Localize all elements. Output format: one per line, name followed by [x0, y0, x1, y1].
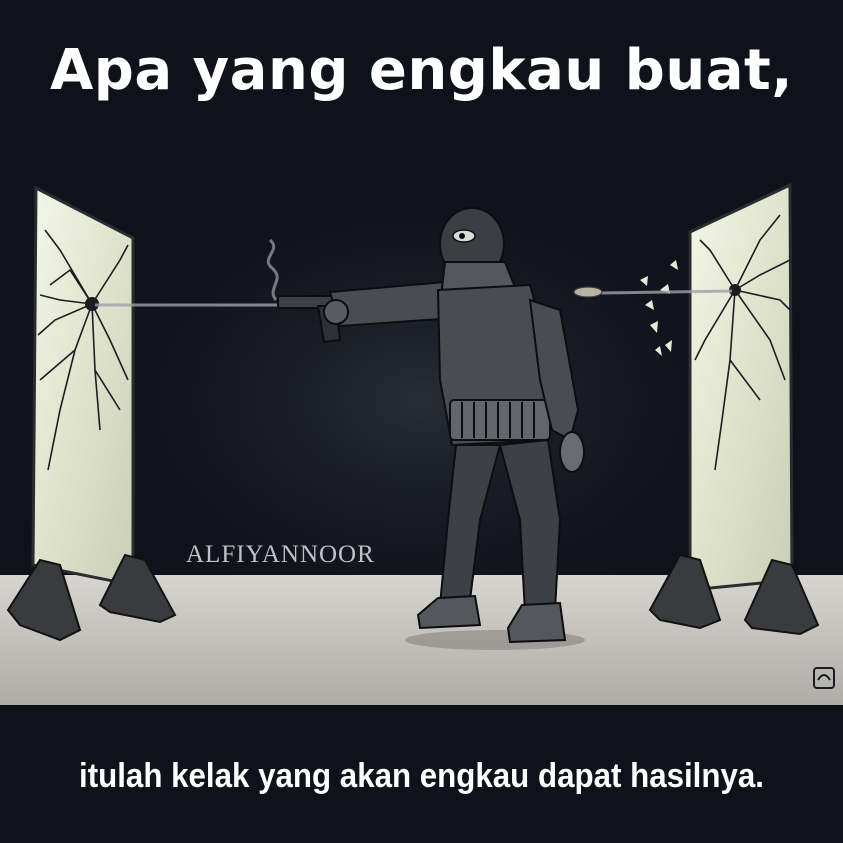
headline: Apa yang engkau buat,	[49, 38, 794, 103]
bullet	[574, 287, 602, 297]
artist-signature: ALFIYANNOOR	[186, 541, 375, 568]
footer-line: itulah kelak yang akan engkau dapat hasilnya.	[79, 757, 764, 795]
ammo-belt	[450, 400, 550, 440]
right-bullet-trail	[600, 291, 732, 293]
